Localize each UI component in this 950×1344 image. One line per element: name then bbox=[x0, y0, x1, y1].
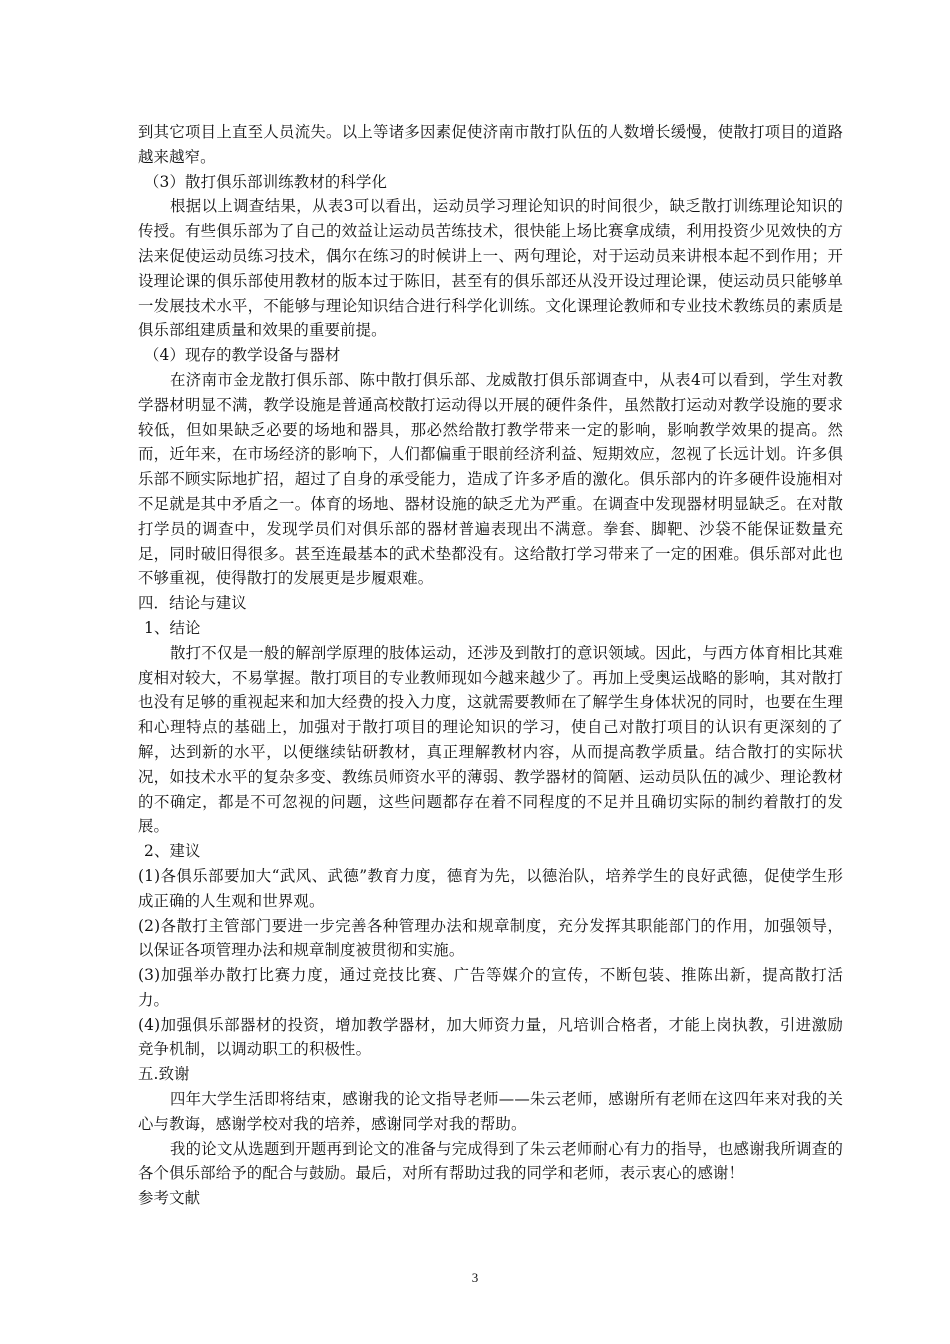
suggestion-item-3: (3)加强举办散打比赛力度，通过竞技比赛、广告等媒介的宣传，不断包装、推陈出新，提高散打活力。 bbox=[138, 966, 843, 1009]
paragraph-conclusion: 散打不仅是一般的解剖学原理的肢体运动，还涉及到散打的意识领域。因此，与西方体育相比其难度相对较大，不易掌握。散打项目的专业教师现如今越来越少了。再加上受奥运战略的影响，其对散打也没有足够的重视起来和加大经费的投入力度，这就需要教师在了解学生身体状况的同时，也要在生理和心理特点的基础上，加强对于散打项目的理论知识的学习，使自己对散打项目的认识有更深刻的了解，达到新的水平，以便继续钻研教材，真正理解教材内容，从而提高教学质量。结合散打的实际状况，如技术水平的复杂多变、教练员师资水平的薄弱、教学器材的简陋、运动员队伍的减少、理论教材的不确定，都是不可忽视的问题，这些问题都存在着不同程度的不足并且确切实际的制约着散打的发展。 bbox=[138, 643, 843, 836]
paragraph-acknowledgements-2: 我的论文从选题到开题再到论文的准备与完成得到了朱云老师耐心有力的指导，也感谢我所调查的各个俱乐部给予的配合与鼓励。最后，对所有帮助过我的同学和老师，表示衷心的感谢！ bbox=[138, 1139, 843, 1183]
paragraph-training-materials: 根据以上调查结果，从表3可以看出，运动员学习理论知识的时间很少，缺乏散打训练理论知识的传授。有些俱乐部为了自己的效益让运动员苦练技术，很快能上场比赛拿成绩，利用投资少见效快的方法来促使运动员练习技术，偶尔在练习的时候讲上一、两句理论，对于运动员来讲根本起不到作用；开设理论课的俱乐部使用教材的版本过于陈旧，甚至有的俱乐部还从没开设过理论课，使运动员只能够单一发展技术水平，不能够与理论知识结合进行科学化训练。文化课理论教师和专业技术教练员的素质是俱乐部组建质量和效果的重要前提。 bbox=[138, 197, 843, 340]
suggestion-item-4: (4)加强俱乐部器材的投资，增加教学器材，加大师资力量，凡培训合格者，才能上岗执教，引进激励竞争机制，以调动职工的积极性。 bbox=[138, 1015, 843, 1059]
references-heading: 参考文献 bbox=[138, 1189, 201, 1208]
paragraph-continuation: 到其它项目上直至人员流失。以上等诸多因素促使济南市散打队伍的人数增长缓慢，使散打项目的道路越来越窄。 bbox=[138, 123, 843, 166]
suggestion-item-1: (1)各俱乐部要加大“武风、武德”教育力度，德育为先，以德治队，培养学生的良好武德，促使学生形成正确的人生观和世界观。 bbox=[138, 866, 843, 910]
section-heading-acknowledgements: 五.致谢 bbox=[138, 1065, 190, 1084]
paragraph-equipment: 在济南市金龙散打俱乐部、陈中散打俱乐部、龙威散打俱乐部调查中，从表4可以看到，学生对教学器材明显不满，教学设施是普通高校散打运动得以开展的硬件条件，虽然散打运动对教学设施的要求较低，但如果缺乏必要的场地和器具，那必然给散打教学带来一定的影响，影响教学效果的提高。然而，近年来，在市场经济的影响下，人们都偏重于眼前经济利益、短期效应，忽视了长远计划。许多俱乐部不顾实际地扩招，超过了自身的承受能力，造成了许多矛盾的激化。俱乐部内的许多硬件设施相对不足就是其中矛盾之一。体育的场地、器材设施的缺乏尤为严重。在调查中发现器材明显缺乏。在对散打学员的调查中，发现学员们对俱乐部的器材普遍表现出不满意。拳套、脚靶、沙袋不能保证数量充足，同时破旧得很多。甚至连最基本的武术垫都没有。这给散打学习带来了一定的困难。俱乐部对此也不够重视，使得散打的发展更是步履艰难。 bbox=[138, 370, 843, 588]
paragraph-acknowledgements-1: 四年大学生活即将结束，感谢我的论文指导老师——朱云老师，感谢所有老师在这四年来对我的关心与教诲，感谢学校对我的培养，感谢同学对我的帮助。 bbox=[138, 1090, 843, 1133]
subheading-suggestions: 2、建议 bbox=[144, 842, 201, 861]
subheading-equipment: （4）现存的教学设备与器材 bbox=[144, 346, 341, 365]
page-number: 3 bbox=[471, 1270, 479, 1285]
subheading-training-materials: （3）散打俱乐部训练教材的科学化 bbox=[144, 172, 388, 191]
subheading-conclusion: 1、结论 bbox=[144, 618, 201, 637]
suggestion-item-2: (2)各散打主管部门要进一步完善各种管理办法和规章制度，充分发挥其职能部门的作用，加强领导，以保证各项管理办法和规章制度被贯彻和实施。 bbox=[138, 916, 843, 960]
section-heading-conclusion-suggestions: 四．结论与建议 bbox=[138, 594, 247, 613]
document-body bbox=[138, 120, 843, 1211]
